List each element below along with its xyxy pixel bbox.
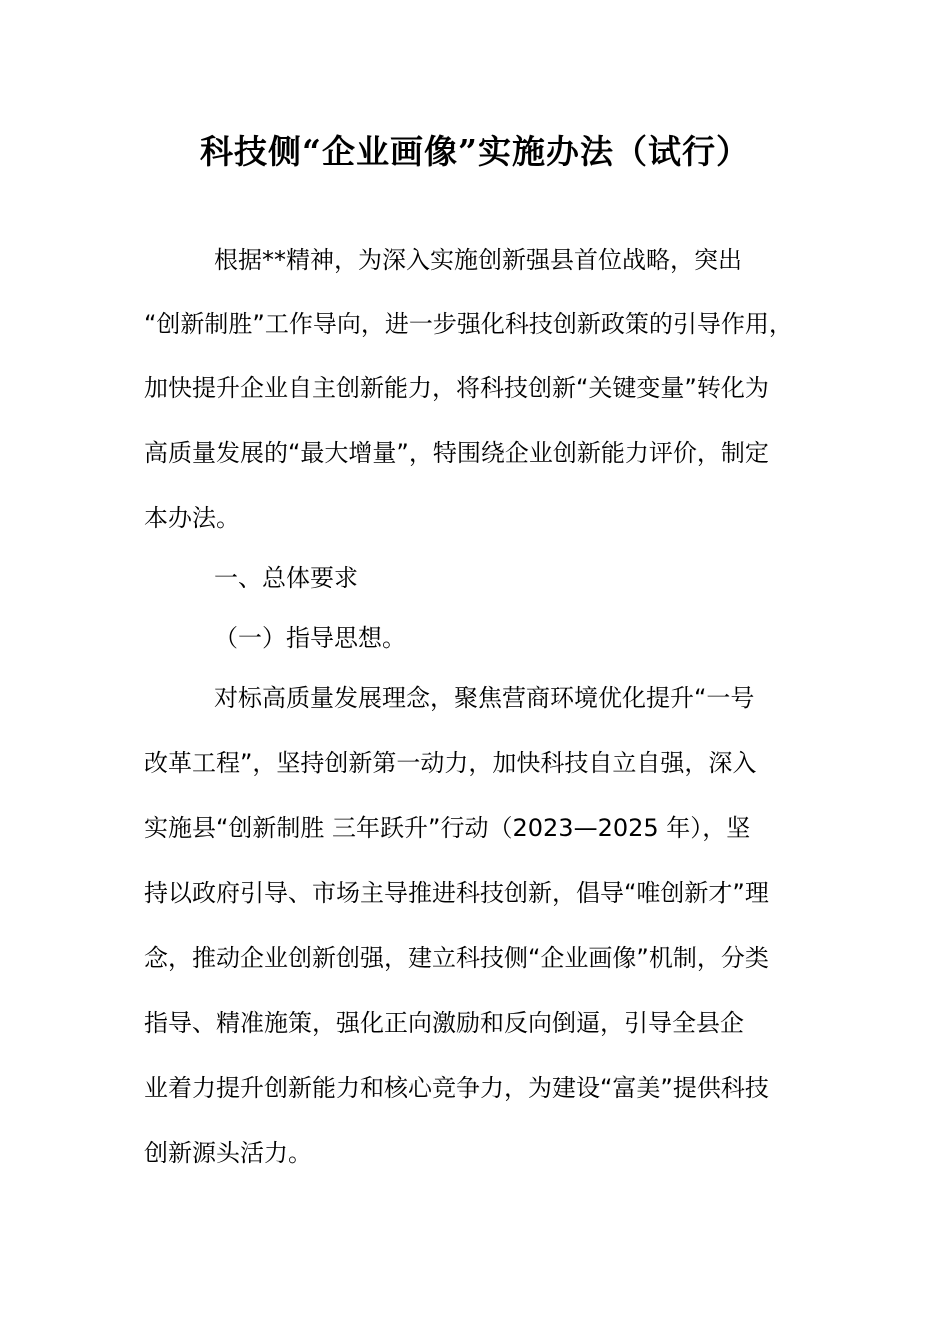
paragraph-line: 业着力提升创新能力和核心竞争力，为建设“富美”提供科技 bbox=[144, 1074, 769, 1102]
document-title: 科技侧“企业画像”实施办法（试行） bbox=[200, 132, 750, 171]
paragraph-line: 对标高质量发展理念，聚焦营商环境优化提升“一号 bbox=[214, 684, 755, 712]
paragraph-line: “创新制胜”工作导向，进一步强化科技创新政策的引导作用， bbox=[144, 310, 793, 338]
paragraph-line: 根据**精神，为深入实施创新强县首位战略，突出 bbox=[214, 246, 742, 274]
paragraph-line: 创新源头活力。 bbox=[144, 1139, 312, 1167]
paragraph-line: 高质量发展的“最大增量”，特围绕企业创新能力评价，制定 bbox=[144, 439, 769, 467]
paragraph-line: 本办法。 bbox=[144, 504, 240, 532]
paragraph-line: 指导、精准施策，强化正向激励和反向倒逼，引导全县企 bbox=[144, 1009, 744, 1037]
paragraph-line: 改革工程”，坚持创新第一动力，加快科技自立自强，深入 bbox=[144, 749, 757, 777]
paragraph-line: 持以政府引导、市场主导推进科技创新，倡导“唯创新才”理 bbox=[144, 879, 769, 907]
paragraph-line: 念，推动企业创新创强，建立科技侧“企业画像”机制，分类 bbox=[144, 944, 769, 972]
subsection-heading: （一）指导思想。 bbox=[214, 624, 406, 652]
paragraph-line: 加快提升企业自主创新能力，将科技创新“关键变量”转化为 bbox=[144, 374, 769, 402]
paragraph-line: 实施县“创新制胜 三年跃升”行动（2023—2025 年），坚 bbox=[144, 814, 751, 842]
section-heading: 一、总体要求 bbox=[214, 564, 358, 592]
